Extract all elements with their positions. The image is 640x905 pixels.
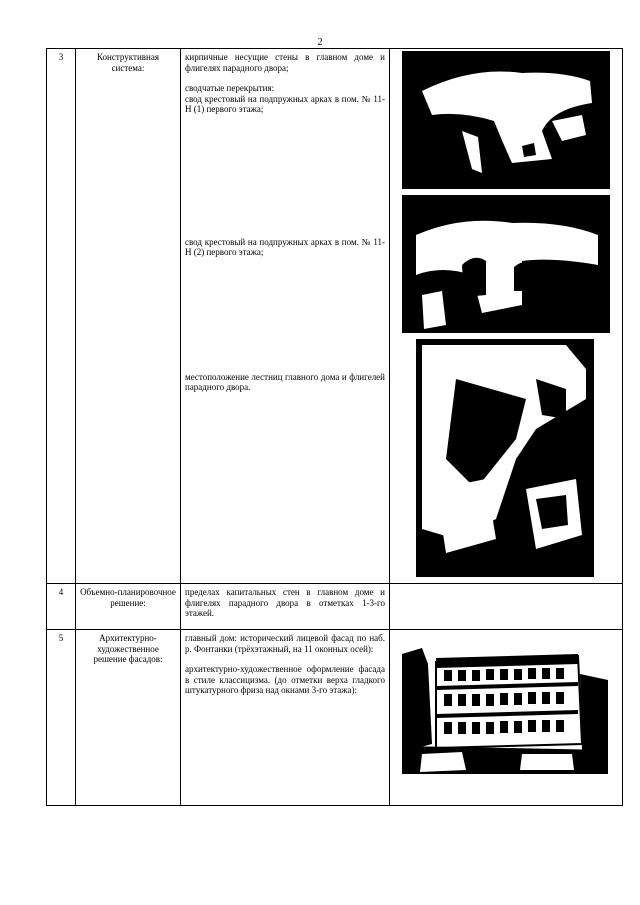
desc-paragraph: главный дом: исторический лицевой фасад по наб. р. Фонтанки (трёхэтажный, на 11 оконных осей):: [185, 633, 385, 654]
staircase-photo: [416, 339, 594, 577]
desc-paragraph: сводчатые перекрытия:: [185, 83, 275, 93]
photo-cell: [390, 49, 623, 584]
desc-paragraph: пределах капитальных стен в главном доме и флигелях парадного двора в отметках 1-3-го этажей.: [185, 587, 385, 618]
row-description: [181, 630, 390, 806]
facade-photo: [402, 634, 608, 774]
table-row: [47, 49, 623, 584]
photo-cell: [390, 584, 623, 630]
row-description: [181, 49, 390, 584]
row-description: [181, 584, 390, 630]
row-title: Архитектурно-художественное решение фасадов:: [76, 630, 181, 806]
page-number: 2: [317, 37, 323, 48]
desc-paragraph: свод крестовый на подпружных арках в пом. № 11-Н (2) первого этажа;: [185, 236, 385, 257]
document-table: [46, 48, 623, 806]
row-number: 4: [47, 584, 76, 630]
table-row: [47, 630, 623, 806]
row-number: 5: [47, 630, 76, 806]
row-title: Объемно-планировочное решение:: [76, 584, 181, 630]
row-number: 3: [47, 49, 76, 584]
vault-photo-2: [402, 195, 610, 333]
vault-photo-1: [402, 51, 610, 189]
table-row: [47, 584, 623, 630]
desc-paragraph: кирпичные несущие стены в главном доме и флигелях парадного двора;: [185, 52, 385, 73]
photo-cell: [390, 630, 623, 806]
desc-paragraph: свод крестовый на подпружных арках в пом. № 11-Н (1) первого этажа;: [185, 93, 385, 114]
desc-paragraph: архитектурно-художественное оформление фасада в стиле классицизма. (до отметки верха гладкого штукатурного фриза над окнами 3-го этажа):: [185, 664, 385, 695]
desc-paragraph: местоположение лестниц главного дома и флигелей парадного двора.: [185, 371, 385, 392]
row-title: Конструктивная система:: [76, 49, 181, 584]
